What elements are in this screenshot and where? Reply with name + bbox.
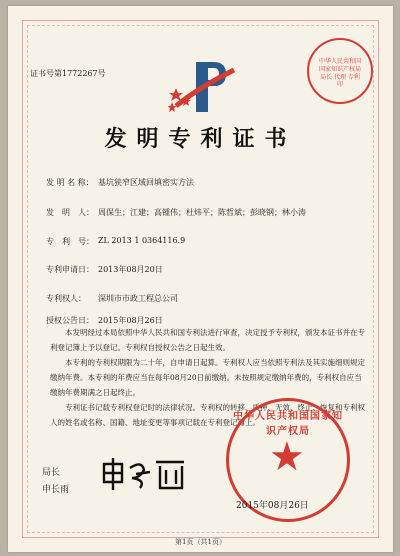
field-label-patentee: 专利权人： bbox=[46, 294, 86, 303]
signature-title: 局长 bbox=[42, 468, 61, 478]
field-value-inventor: 周保生；江建；高锺伟；杜炜平；陈哲斌；彭晓钢；林小涛 bbox=[98, 208, 306, 217]
seal-date: 2015年08月26日 bbox=[236, 501, 309, 511]
body-paragraph: 本发明经过本局依照中华人民共和国专利法进行审查，决定授予专利权，颁发本证书并在专利登记簿上予以登记。专利权自授权公告之日起生效。 bbox=[50, 328, 365, 352]
top-seal-stamp: 中华人民共和国国家知识产权局 局长 代理 专利 印 bbox=[307, 38, 373, 104]
body-paragraph: 本专利的专利权期限为二十年，自申请日起算。专利权人应当依照专利法及其实施细则规定缴纳年费。本专利的年费应当在每年08月20日前缴纳。未按照规定缴纳年费的，专利权自应当缴纳年费期满之日起终止。 bbox=[50, 358, 365, 397]
field-label-application-date: 专利申请日： bbox=[46, 265, 94, 274]
field-value-application-date: 2013年08月20日 bbox=[98, 265, 163, 274]
certificate-number: 证书号第1772267号 bbox=[30, 69, 106, 78]
field-label-name: 发 明 名 称： bbox=[46, 178, 94, 187]
cnipa-logo-icon bbox=[168, 58, 240, 116]
certificate-title: 发明专利证书 bbox=[104, 126, 297, 152]
certificate-sheet bbox=[8, 6, 393, 552]
field-value-patent-number: ZL 2013 1 0364116.9 bbox=[98, 236, 186, 245]
body-paragraph: 专利证书记载专利权登记时的法律状况。专利权的转移、质押、无效、终止、恢复和专利权人的姓名或名称、国籍、地址变更等事项记载在专利登记簿上。 bbox=[50, 403, 365, 427]
field-value-patentee: 深圳市市政工程总公司 bbox=[98, 294, 178, 303]
field-value-name: 基坑狭窄区域回填密实方法 bbox=[98, 178, 194, 187]
signature-printed-name: 申长雨 bbox=[42, 485, 70, 495]
official-seal-stamp: 中华人民共和国国家知识产权局 ★ bbox=[226, 398, 350, 522]
page-footer: 第1页（共1页） bbox=[175, 538, 226, 546]
field-label-grant-date: 授权公告日： bbox=[46, 316, 94, 325]
handwritten-signature-icon bbox=[100, 456, 188, 492]
field-label-inventor: 发 明 人： bbox=[46, 208, 94, 217]
field-label-patent-number: 专 利 号： bbox=[46, 237, 94, 246]
field-value-grant-date: 2015年08月26日 bbox=[98, 316, 163, 325]
